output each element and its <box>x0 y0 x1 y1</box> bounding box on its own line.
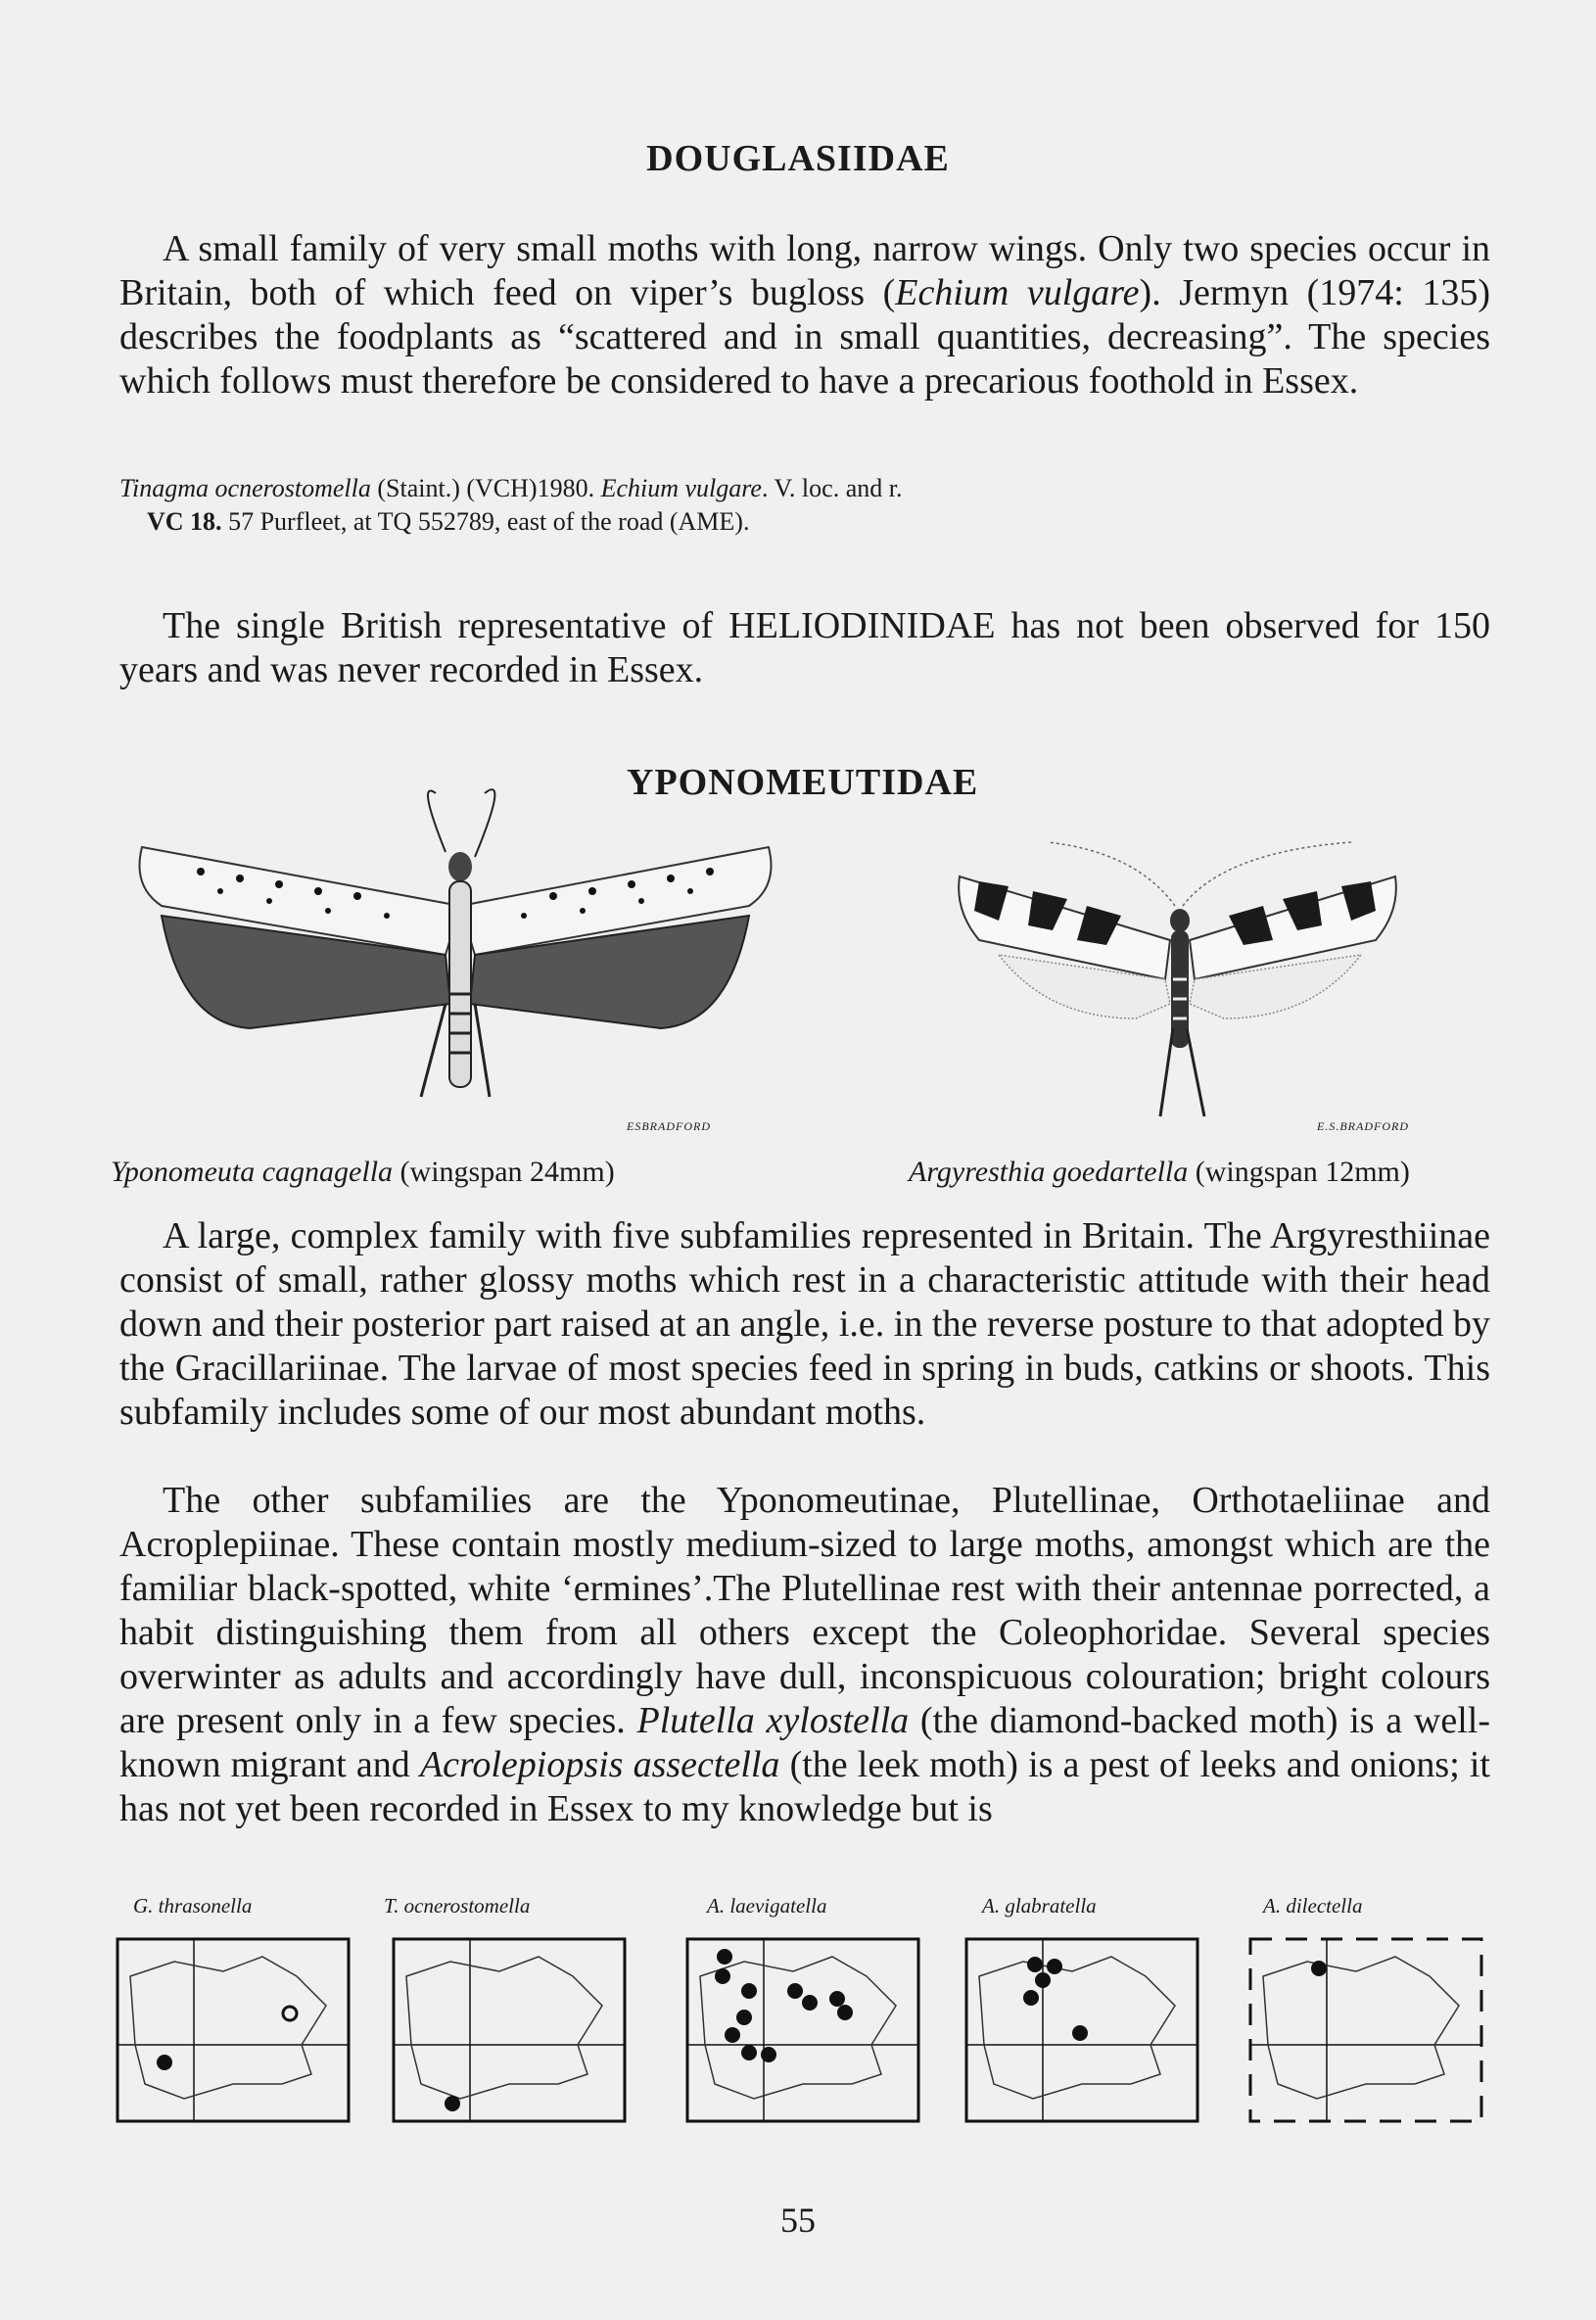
record-dot <box>725 2027 740 2043</box>
record-dot <box>1035 1972 1051 1988</box>
caption-yponomeuta <box>111 1156 615 1189</box>
record-dot <box>837 2005 853 2020</box>
family-heading-yponomeutidae: YPONOMEUTIDAE <box>627 762 979 803</box>
record-dot <box>445 2096 460 2111</box>
record-author: (Staint.) (VCH)1980. <box>370 474 601 502</box>
illustrator-credit-left: ESBRADFORD <box>627 1119 711 1133</box>
record-detail: 57 Purfleet, at TQ 552789, east of the road (AME). <box>221 507 750 536</box>
record-dot <box>736 2010 752 2025</box>
yponomeuta-illustration <box>122 769 788 1131</box>
heliodinidae-note: The single British representative of HELIODINIDAE has not been observed for 150 years and was never recorded in Essex. <box>119 605 1490 690</box>
record-dot <box>1027 1957 1043 1972</box>
distribution-map <box>116 1937 351 2123</box>
caption-species: Yponomeuta cagnagella <box>111 1156 394 1188</box>
yponomeutidae-para-1: A large, complex family with five subfamilies represented in Britain. The Argyresthiinae consist of small, rather glossy moths which rest in a characteristic attitude with their head down and their posterior part raised at an angle, i.e. in the reverse posture to that adopted by the Gracillariinae. The larvae of most species feed in spring in buds, catkins or shoots. This subfamily includes some of our most abundant moths. <box>119 1215 1490 1433</box>
record-dot-open <box>283 2007 297 2020</box>
foodplant-name: Echium vulgare <box>895 272 1140 313</box>
argyresthia-illustration <box>940 832 1410 1126</box>
record-dot <box>787 1983 803 1999</box>
map-label: A. laevigatella <box>707 1894 827 1918</box>
record-dot <box>1311 1961 1327 1976</box>
species-plutella: Plutella xylostella <box>636 1700 910 1741</box>
distribution-map <box>392 1937 627 2123</box>
para2-text: The other subfamilies are the Yponomeutinae, Plutellinae, Orthotaeliinae and Acroplepiinae. These contain mostly medium-sized to large moths, amongst which are the familiar black-spotted, white ‘ermines’.The Plutellinae rest with their antennae porrected, a habit distinguishing them from all others except the Coleophoridae. Several species overwinter as adults and accordingly have dull, inconspicuous colouration; bright colours are present only in a few species. <box>119 1480 1490 1741</box>
record-vc: VC 18. <box>147 507 222 536</box>
species-acrolepiopsis: Acrolepiopsis assectella <box>419 1744 780 1785</box>
page-number: 55 <box>780 2201 816 2240</box>
caption-argyresthia <box>909 1156 1410 1189</box>
record-dot <box>717 1949 732 1965</box>
illustrator-credit-right: E.S.BRADFORD <box>1317 1119 1409 1133</box>
record-dot <box>741 2045 757 2060</box>
record-status: . V. loc. and r. <box>761 474 903 502</box>
record-dot <box>802 1995 818 2011</box>
record-dot <box>741 1983 757 1999</box>
map-label: A. glabratella <box>982 1894 1097 1918</box>
family-heading-douglasiidae: DOUGLASIIDAE <box>646 138 950 179</box>
caption-wingspan: (wingspan 12mm) <box>1188 1156 1410 1188</box>
record-dot <box>761 2047 776 2062</box>
map-label: G. thrasonella <box>133 1894 253 1918</box>
caption-species: Argyresthia goedartella <box>909 1156 1189 1188</box>
record-species: Tinagma ocnerostomella <box>119 474 371 502</box>
para2-text-b: (the diamond-backed moth) is a well-known migrant and <box>119 1700 1490 1785</box>
record-plant: Echium vulgare <box>600 474 762 502</box>
yponomeutidae-para-2 <box>119 1479 1490 1831</box>
para2-text-c: (the leek moth) is a pest of leeks and onions; it has not yet been recorded in Essex to my knowledge but is <box>119 1744 1490 1829</box>
species-record <box>119 472 1490 539</box>
caption-wingspan: (wingspan 24mm) <box>393 1156 615 1188</box>
distribution-map <box>964 1937 1199 2123</box>
record-dot <box>829 1991 845 2007</box>
map-label: T. ocnerostomella <box>384 1894 531 1918</box>
douglasiidae-intro <box>119 227 1490 403</box>
intro-text-cont: ). Jermyn (1974: 135) describes the foodplants as “scattered and in small quantities, decreasing”. The species which follows must therefore be considered to have a precarious foothold in Essex. <box>119 272 1490 402</box>
map-label: A. dilectella <box>1263 1894 1363 1918</box>
record-dot <box>157 2055 172 2070</box>
distribution-map <box>1248 1937 1483 2123</box>
record-dot <box>1023 1990 1039 2006</box>
record-dot <box>1072 2025 1088 2041</box>
distribution-map <box>685 1937 920 2123</box>
record-dot <box>715 1968 730 1984</box>
record-dot <box>1047 1959 1062 1974</box>
intro-text: A small family of very small moths with long, narrow wings. Only two species occur in Britain, both of which feed on viper’s bugloss ( <box>119 228 1490 313</box>
